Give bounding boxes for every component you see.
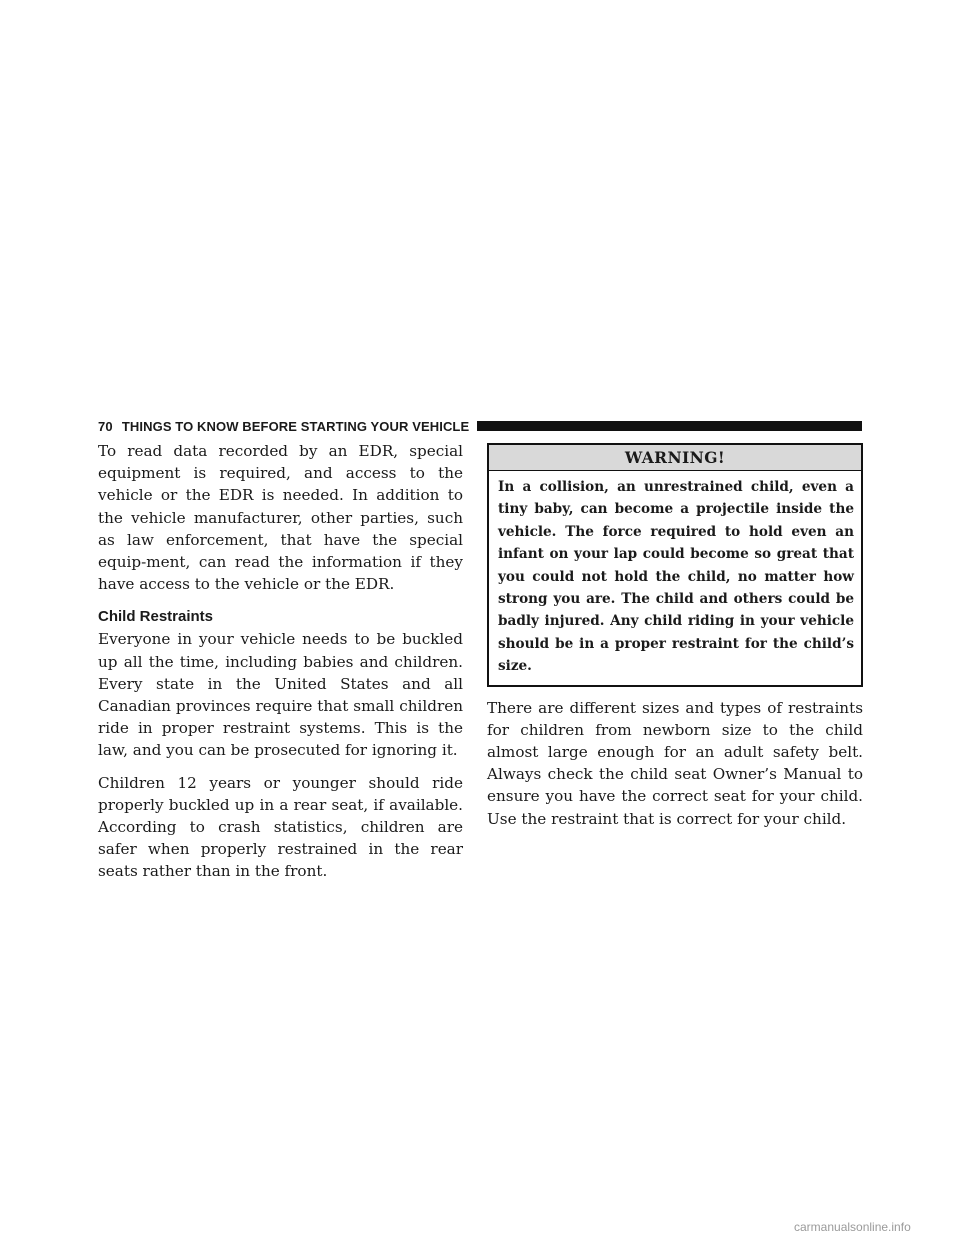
- header-rule: [477, 421, 862, 431]
- watermark: carmanualsonline.info: [794, 1220, 911, 1234]
- section-title: THINGS TO KNOW BEFORE STARTING YOUR VEHICLE: [121, 418, 470, 434]
- warning-title: WARNING!: [489, 445, 861, 471]
- rear-seat-paragraph: Children 12 years or younger should ride properly buckled up in a rear seat, if available. According to crash statistics, children are safer when properly restrained in the rear seats rather than in the front.: [98, 773, 463, 881]
- right-column: [487, 440, 863, 830]
- warning-box: [487, 443, 863, 687]
- edr-paragraph: To read data recorded by an EDR, special equipment is required, and access to the vehicle or the EDR is needed. In addition to the vehicle manufacturer, other parties, such as law enforcement, that have the special equip-ment, can read the information if they have access to the vehicle or the EDR.: [98, 442, 463, 594]
- warning-text: In a collision, an unrestrained child, even a tiny baby, can become a projectile inside the vehicle. The force required to hold even an infant on your lap could become so great that you could not hold the child, no matter how strong you are. The child and others could be badly injured. Any child riding in your vehicle should be in a proper restraint for the child’s size.: [498, 479, 854, 675]
- left-column: [98, 440, 463, 883]
- child-restraints-heading: Child Restraints: [98, 608, 214, 626]
- buckle-up-paragraph: Everyone in your vehicle needs to be buckled up all the time, including babies and children. Every state in the United States and all Canadian provinces require that small children ride in proper restraint systems. This is the law, and you can be prosecuted for ignoring it.: [98, 630, 463, 760]
- page-number: 70: [98, 418, 113, 434]
- page-header: [98, 417, 862, 435]
- restraint-sizes-paragraph: There are different sizes and types of restraints for children from newborn size to the child almost large enough for an adult safety belt. Always check the child seat Owner’s Manual to ensure you have the correct seat for your child. Use the restraint that is correct for your child.: [487, 698, 863, 828]
